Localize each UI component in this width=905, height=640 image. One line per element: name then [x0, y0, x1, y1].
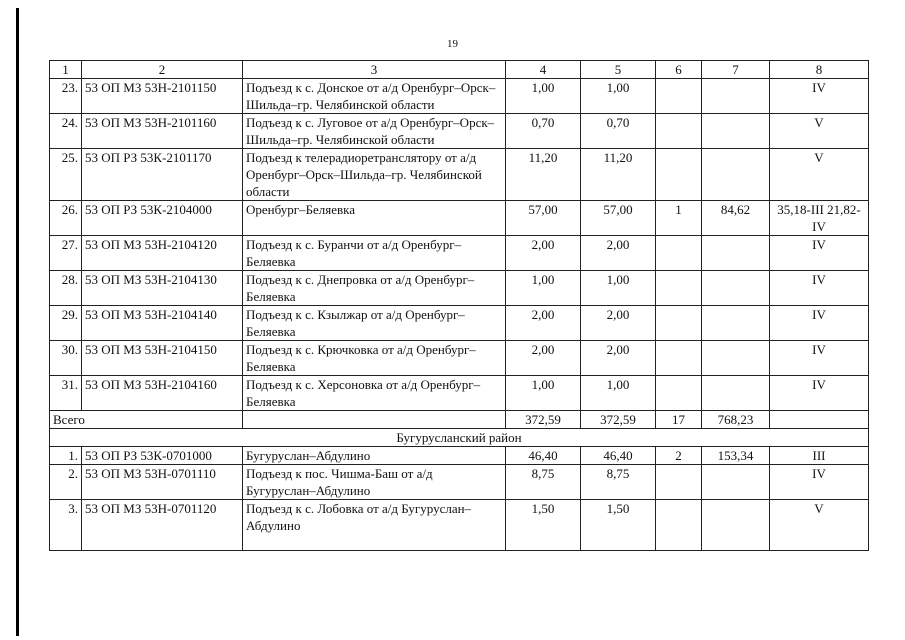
count-cell: [656, 149, 702, 201]
length-cell: 1,00: [581, 271, 656, 306]
value-cell: [702, 306, 770, 341]
count-cell: [656, 465, 702, 500]
length-cell: 57,00: [581, 201, 656, 236]
category-cell: IV: [770, 236, 869, 271]
length-cell: 0,70: [506, 114, 581, 149]
count-cell: [656, 271, 702, 306]
length-cell: 11,20: [581, 149, 656, 201]
table-row: [50, 306, 869, 341]
length-cell: 1,00: [506, 271, 581, 306]
road-name: Подъезд к с. Кзылжар от а/д Оренбург–Беляевка: [243, 306, 506, 341]
column-header-3: 3: [243, 61, 506, 79]
table-row: [50, 341, 869, 376]
category-cell: IV: [770, 376, 869, 411]
value-cell: [702, 79, 770, 114]
row-number: 23.: [50, 79, 82, 114]
road-code: 53 ОП МЗ 53Н-0701110: [82, 465, 243, 500]
section-row: [50, 429, 869, 447]
length-cell: 2,00: [506, 306, 581, 341]
length-cell: 1,00: [581, 376, 656, 411]
length-cell: 1,50: [581, 500, 656, 551]
length-cell: 46,40: [581, 447, 656, 465]
table-row: [50, 201, 869, 236]
table-row: [50, 236, 869, 271]
length-cell: 2,00: [581, 236, 656, 271]
road-name: Подъезд к с. Днепровка от а/д Оренбург–Беляевка: [243, 271, 506, 306]
column-header-7: 7: [702, 61, 770, 79]
category-cell: IV: [770, 271, 869, 306]
length-cell: 57,00: [506, 201, 581, 236]
length-cell: 1,50: [506, 500, 581, 551]
road-name: Подъезд к с. Луговое от а/д Оренбург–Орск–Шильда–гр. Челябинской области: [243, 114, 506, 149]
total-length-cell: 372,59: [506, 411, 581, 429]
road-code: 53 ОП МЗ 53Н-0701120: [82, 500, 243, 551]
table-row: [50, 447, 869, 465]
length-cell: 8,75: [506, 465, 581, 500]
length-cell: 2,00: [506, 236, 581, 271]
category-cell: IV: [770, 306, 869, 341]
category-cell: IV: [770, 79, 869, 114]
column-header-5: 5: [581, 61, 656, 79]
road-code: 53 ОП МЗ 53Н-2104150: [82, 341, 243, 376]
value-cell: [702, 149, 770, 201]
road-name: Подъезд к с. Крючковка от а/д Оренбург–Беляевка: [243, 341, 506, 376]
length-cell: 11,20: [506, 149, 581, 201]
count-cell: 2: [656, 447, 702, 465]
road-name: Подъезд к телерадиоретранслятору от а/д Оренбург–Орск–Шильда–гр. Челябинской области: [243, 149, 506, 201]
length-cell: 2,00: [506, 341, 581, 376]
road-table: [49, 60, 869, 551]
table-row: [50, 500, 869, 551]
road-name: Оренбург–Беляевка: [243, 201, 506, 236]
count-cell: [656, 236, 702, 271]
column-header-1: 1: [50, 61, 82, 79]
length-cell: 1,00: [506, 376, 581, 411]
road-name: Подъезд к с. Донское от а/д Оренбург–Орск–Шильда–гр. Челябинской области: [243, 79, 506, 114]
road-name: Подъезд к с. Лобовка от а/д Бугуруслан–Абдулино: [243, 500, 506, 551]
category-cell: IV: [770, 341, 869, 376]
category-cell: 35,18-III 21,82-IV: [770, 201, 869, 236]
table-row: [50, 271, 869, 306]
length-cell: 1,00: [506, 79, 581, 114]
row-number: 28.: [50, 271, 82, 306]
road-code: 53 ОП МЗ 53Н-2104130: [82, 271, 243, 306]
length-cell: 46,40: [506, 447, 581, 465]
road-name: Бугуруслан–Абдулино: [243, 447, 506, 465]
category-cell: IV: [770, 465, 869, 500]
count-cell: [656, 341, 702, 376]
category-cell: III: [770, 447, 869, 465]
count-cell: [656, 306, 702, 341]
row-number: 3.: [50, 500, 82, 551]
length-cell: 2,00: [581, 341, 656, 376]
value-cell: [702, 341, 770, 376]
header-row: [50, 61, 869, 79]
table-row: [50, 149, 869, 201]
value-cell: [702, 271, 770, 306]
total-count-cell: 17: [656, 411, 702, 429]
road-code: 53 ОП РЗ 53К-2101170: [82, 149, 243, 201]
count-cell: 1: [656, 201, 702, 236]
road-name: Подъезд к с. Буранчи от а/д Оренбург–Беляевка: [243, 236, 506, 271]
total-length-cell: 372,59: [581, 411, 656, 429]
value-cell: [702, 236, 770, 271]
row-number: 2.: [50, 465, 82, 500]
value-cell: [702, 465, 770, 500]
road-code: 53 ОП МЗ 53Н-2101160: [82, 114, 243, 149]
scan-edge-line: [16, 8, 19, 636]
value-cell: 84,62: [702, 201, 770, 236]
count-cell: [656, 79, 702, 114]
category-cell: V: [770, 149, 869, 201]
value-cell: [702, 114, 770, 149]
table-row: [50, 376, 869, 411]
row-number: 27.: [50, 236, 82, 271]
length-cell: 1,00: [581, 79, 656, 114]
column-header-6: 6: [656, 61, 702, 79]
table-row: [50, 114, 869, 149]
total-row: [50, 411, 869, 429]
column-header-8: 8: [770, 61, 869, 79]
column-header-4: 4: [506, 61, 581, 79]
table-row: [50, 79, 869, 114]
category-cell: V: [770, 500, 869, 551]
road-code: 53 ОП РЗ 53К-0701000: [82, 447, 243, 465]
road-code: 53 ОП МЗ 53Н-2104160: [82, 376, 243, 411]
row-number: 24.: [50, 114, 82, 149]
row-number: 31.: [50, 376, 82, 411]
category-cell: V: [770, 114, 869, 149]
count-cell: [656, 500, 702, 551]
total-empty-cell: [243, 411, 506, 429]
length-cell: 2,00: [581, 306, 656, 341]
count-cell: [656, 376, 702, 411]
road-code: 53 ОП МЗ 53Н-2101150: [82, 79, 243, 114]
total-value-cell: 768,23: [702, 411, 770, 429]
value-cell: [702, 376, 770, 411]
total-category-cell: [770, 411, 869, 429]
row-number: 25.: [50, 149, 82, 201]
length-cell: 0,70: [581, 114, 656, 149]
road-code: 53 ОП МЗ 53Н-2104120: [82, 236, 243, 271]
page-number: 19: [447, 38, 458, 50]
row-number: 1.: [50, 447, 82, 465]
length-cell: 8,75: [581, 465, 656, 500]
road-name: Подъезд к с. Херсоновка от а/д Оренбург–Беляевка: [243, 376, 506, 411]
road-name: Подъезд к пос. Чишма-Баш от а/д Бугуруслан–Абдулино: [243, 465, 506, 500]
row-number: 30.: [50, 341, 82, 376]
road-code: 53 ОП МЗ 53Н-2104140: [82, 306, 243, 341]
total-label: Всего: [50, 411, 243, 429]
column-header-2: 2: [82, 61, 243, 79]
road-code: 53 ОП РЗ 53К-2104000: [82, 201, 243, 236]
value-cell: 153,34: [702, 447, 770, 465]
row-number: 26.: [50, 201, 82, 236]
value-cell: [702, 500, 770, 551]
row-number: 29.: [50, 306, 82, 341]
table-row: [50, 465, 869, 500]
section-title: Бугурусланский район: [50, 429, 869, 447]
count-cell: [656, 114, 702, 149]
